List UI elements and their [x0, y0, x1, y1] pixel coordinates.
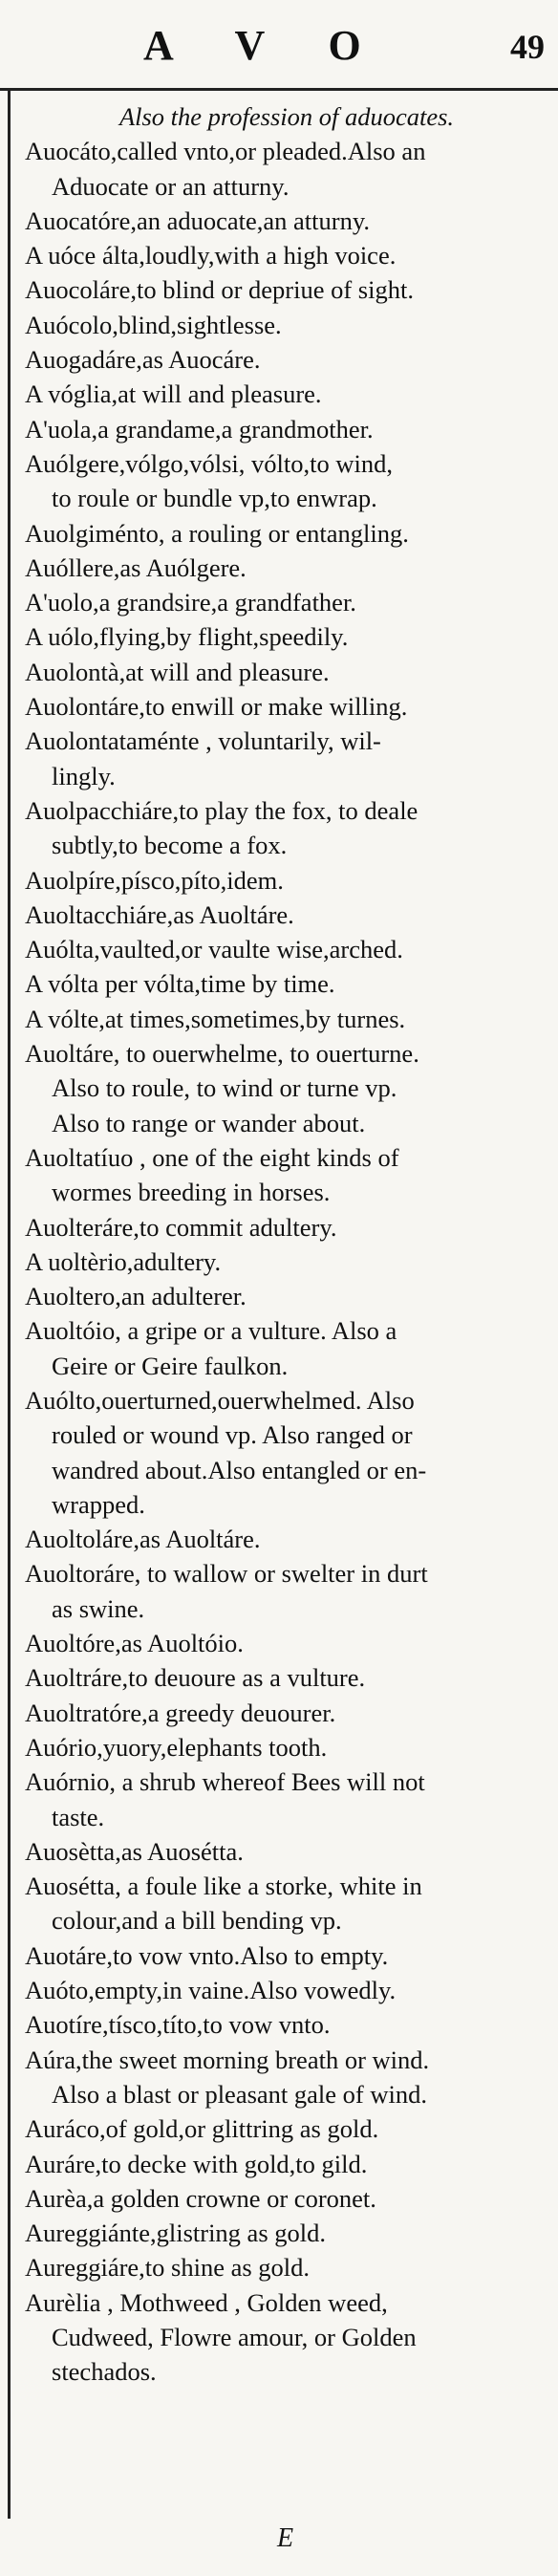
dictionary-entry: [25, 1626, 548, 1660]
dictionary-entry: [25, 932, 548, 966]
entry-headline: Auoltráre,to deuoure as a vulture.: [25, 1663, 366, 1693]
dictionary-entry: [25, 238, 548, 272]
entry-continuation: Also to roule, to wind or turne vp.: [52, 1073, 397, 1103]
dictionary-entry: [25, 516, 548, 551]
entry-headline: Auócolo,blind,sightlesse.: [25, 310, 282, 339]
dictionary-entry: [25, 1834, 548, 1869]
entry-headline: A vólte,at times,sometimes,by turnes.: [25, 1004, 406, 1033]
dictionary-entry: [25, 2285, 548, 2390]
signature-mark: E: [277, 2523, 294, 2553]
entry-headline: Auoltacchiáre,as Auoltáre.: [25, 899, 294, 929]
entry-headline: A vóglia,at will and pleasure.: [25, 379, 322, 409]
dictionary-entry: [25, 1696, 548, 1730]
dictionary-entry: [25, 1279, 548, 1313]
dictionary-entry: [25, 793, 548, 863]
entry-headline: A'uola,a grandame,a grandmother.: [25, 414, 374, 444]
entry-headline: Aúra,the sweet morning breath or wind.: [25, 2045, 430, 2074]
entry-headline: Auoltóio, a gripe or a vulture. Also a: [25, 1316, 397, 1346]
entry-headline: Auocatóre,an aduocate,an atturny.: [25, 206, 371, 235]
entry-continuation: Also a blast or pleasant gale of wind.: [52, 2079, 427, 2109]
header-rule: [0, 88, 558, 91]
dictionary-entry: [25, 1245, 548, 1279]
entry-continuation: subtly,to become a fox.: [52, 831, 288, 860]
dictionary-entry: [25, 1973, 548, 2007]
dictionary-entry: [25, 377, 548, 411]
entry-headline: Auolontáre,to enwill or make willing.: [25, 692, 408, 722]
entry-headline: Auotíre,tísco,títo,to vow vnto.: [25, 2010, 331, 2040]
entry-headline: Aurèa,a golden crowne or coronet.: [25, 2183, 376, 2213]
entry-continuation: lingly.: [52, 761, 116, 790]
entry-continuation: wormes breeding in horses.: [52, 1178, 331, 1207]
dictionary-entry: [25, 689, 548, 724]
dictionary-entry: [25, 1522, 548, 1556]
dictionary-entry: [25, 446, 548, 516]
page-number: 49: [510, 28, 545, 66]
entry-continuation: Aduocate or an atturny.: [52, 171, 290, 201]
dictionary-entry: [25, 1730, 548, 1764]
entry-headline: Auolontataménte , voluntarily, wil-: [25, 726, 381, 756]
dictionary-entry: [25, 2007, 548, 2042]
dictionary-entry: [25, 898, 548, 932]
dictionary-entry: [25, 585, 548, 619]
entry-headline: A uoltèrio,adultery.: [25, 1246, 222, 1276]
entry-continuation: to roule or bundle vp,to enwrap.: [52, 484, 377, 513]
entry-continuation: Geire or Geire faulkon.: [52, 1351, 289, 1380]
entry-headline: A uólo,flying,by flight,speedily.: [25, 622, 349, 652]
dictionary-entry: [25, 412, 548, 446]
entry-headline: Auráre,to decke with gold,to gild.: [25, 2149, 368, 2178]
entry-continuation: rouled or wound vp. Also ranged or: [52, 1420, 413, 1450]
entry-headline: Auolpacchiáre,to play the fox, to deale: [25, 795, 418, 825]
entry-continuation: as swine.: [52, 1593, 145, 1623]
dictionary-entry: [25, 1764, 548, 1834]
dictionary-entry: [25, 204, 548, 238]
entry-headline: Auogadáre,as Auocáre.: [25, 345, 261, 375]
dictionary-entry: [25, 1660, 548, 1695]
dictionary-entry: [25, 2147, 548, 2181]
dictionary-entry: [25, 619, 548, 654]
dictionary-entry: [25, 1383, 548, 1522]
entry-headline: Auocoláre,to blind or depriue of sight.: [25, 275, 414, 305]
entry-headline: Auólgere,vólgo,vólsi, vólto,to wind,: [25, 448, 393, 478]
entry-headline: Auóllere,as Auólgere.: [25, 552, 247, 582]
entry-headline: A'uolo,a grandsire,a grandfather.: [25, 588, 356, 617]
entry-headline: Auoltratóre,a greedy deuourer.: [25, 1698, 336, 1727]
entry-headline: Auolgiménto, a rouling or entangling.: [25, 518, 409, 548]
dictionary-entry: [25, 655, 548, 689]
entry-headline: Auólto,ouerturned,ouerwhelmed. Also: [25, 1385, 415, 1415]
entry-headline: Auoltoráre, to wallow or swelter in durt: [25, 1559, 428, 1589]
dictionary-entry: [25, 1313, 548, 1383]
entry-headline: Auoltoláre,as Auoltáre.: [25, 1525, 261, 1554]
entry-headline: Auocáto,called vnto,or pleaded.Also an: [25, 137, 426, 166]
dictionary-entry: [25, 724, 548, 793]
entry-headline: Auório,yuory,elephants tooth.: [25, 1732, 328, 1762]
dictionary-entry: [25, 1002, 548, 1036]
entry-headline: Also the profession of aduocates.: [118, 102, 455, 131]
entry-continuation: Cudweed, Flowre amour, or Golden: [52, 2323, 417, 2351]
dictionary-entry: [25, 966, 548, 1001]
dictionary-entry: [25, 551, 548, 585]
dictionary-entry: [25, 308, 548, 342]
dictionary-entry: [25, 2181, 548, 2216]
entry-headline: A vólta per vólta,time by time.: [25, 969, 335, 999]
entry-continuation: colour,and a bill bending vp.: [52, 1906, 342, 1936]
entry-headline: A uóce álta,loudly,with a high voice.: [25, 241, 397, 271]
dictionary-entry: [25, 863, 548, 898]
entry-headline: Auráco,of gold,or glittring as gold.: [25, 2114, 379, 2144]
entry-headline: Aurèlia , Mothweed , Golden weed,: [25, 2287, 388, 2317]
entry-continuation: wrapped.: [52, 1489, 145, 1519]
dictionary-entry: [25, 134, 548, 204]
page-header: [0, 0, 558, 86]
entry-headline: Auóto,empty,in vaine.Also vowedly.: [25, 1976, 397, 2005]
dictionary-entry: [25, 1938, 548, 1973]
entry-headline: Auosétta, a foule like a storke, white in: [25, 1872, 422, 1901]
entry-headline: Auosètta,as Auosétta.: [25, 1836, 244, 1866]
dictionary-entry: [25, 342, 548, 377]
dictionary-entry: [25, 1140, 548, 1210]
entry-headline: Auolontà,at will and pleasure.: [25, 657, 330, 686]
entry-continuation: wandred about.Also entangled or en-: [52, 1455, 427, 1484]
entry-headline: Auolteráre,to commit adultery.: [25, 1212, 337, 1242]
dictionary-entry: [25, 1869, 548, 1938]
entry-headline: Auórnio, a shrub whereof Bees will not: [25, 1767, 425, 1797]
entry-headline: Auoltáre, to ouerwhelme, to ouerturne.: [25, 1039, 419, 1069]
entry-headline: Auotáre,to vow vnto.Also to empty.: [25, 1940, 389, 1970]
dictionary-entry: [25, 272, 548, 307]
column-rule: [0, 91, 11, 2519]
dictionary-entry: [25, 2250, 548, 2284]
entry-headline: Auoltatíuo , one of the eight kinds of: [25, 1142, 399, 1172]
entry-continuation: Also to range or wander about.: [52, 1108, 366, 1137]
entry-continuation: stechados.: [52, 2357, 157, 2387]
dictionary-entry: [25, 2043, 548, 2112]
dictionary-entry: [25, 2111, 548, 2146]
dictionary-column: [25, 99, 548, 2390]
entry-headline: Auoltero,an adulterer.: [25, 1282, 247, 1311]
entry-headline: Auoltóre,as Auoltóio.: [25, 1629, 244, 1658]
entry-headline: Auolpíre,písco,píto,idem.: [25, 865, 284, 895]
entry-headline: Auólta,vaulted,or vaulte wise,arched.: [25, 935, 403, 964]
dictionary-entry: [25, 1036, 548, 1140]
entry-headline: Aureggiáre,to shine as gold.: [25, 2253, 311, 2283]
entry-headline: Aureggiánte,glistring as gold.: [25, 2219, 326, 2248]
dictionary-entry: [25, 99, 548, 134]
running-head: A V O: [143, 22, 388, 69]
dictionary-entry: [25, 2216, 548, 2250]
entry-continuation: taste.: [52, 1802, 105, 1831]
dictionary-entry: [25, 1556, 548, 1626]
dictionary-entry: [25, 1210, 548, 1245]
